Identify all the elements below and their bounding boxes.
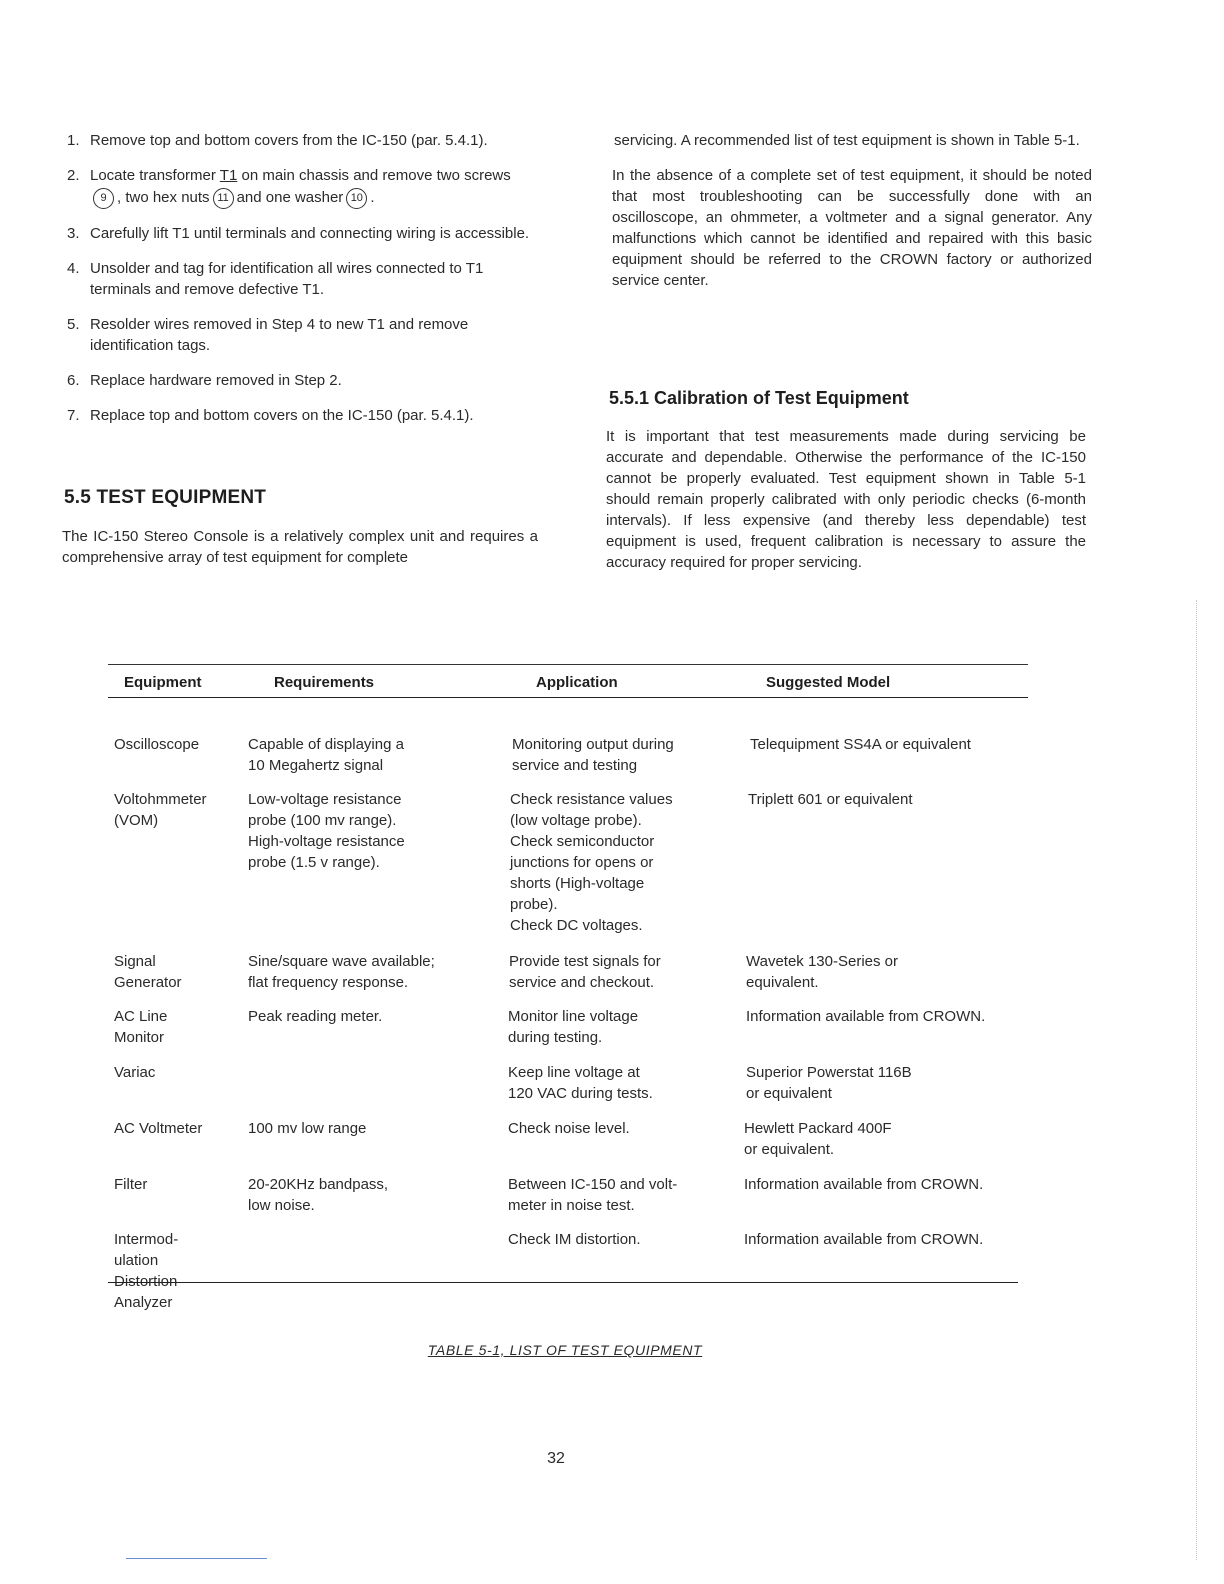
test-equipment-table	[108, 664, 1028, 1311]
step-text: Carefully lift T1 until terminals and connecting wiring is accessible.	[90, 225, 530, 242]
subsection-heading-calibration: 5.5.1 Calibration of Test Equipment	[609, 388, 909, 408]
table-cell: Information available from CROWN.	[744, 1176, 984, 1193]
step-text: and one washer	[236, 189, 344, 206]
table-cell: Check noise level.	[508, 1120, 630, 1137]
step-text: on main chassis and remove two screws	[237, 167, 511, 184]
table-cell: AC Voltmeter	[114, 1120, 203, 1137]
table-bottom-rule	[108, 1282, 1018, 1283]
table-cell: Check resistance values (low voltage probe). Check semiconductor junctions for opens or shorts (High-voltage probe). Check DC voltages.	[510, 791, 673, 934]
table-cell: Variac	[114, 1064, 156, 1081]
table-cell: Between IC-150 and volt- meter in noise test.	[508, 1176, 678, 1214]
table-cell: Superior Powerstat 116B or equivalent	[746, 1064, 912, 1102]
column-header: Requirements	[274, 674, 375, 691]
table-cell: Signal Generator	[114, 953, 182, 991]
nut-callout-icon: 11	[213, 188, 234, 209]
section-intro-paragraph: The IC-150 Stereo Console is a relatively complex unit and requires a comprehensive array of test equipment for complete	[62, 528, 538, 566]
screw-callout-icon: 9	[93, 188, 114, 209]
table-cell: 100 mv low range	[248, 1120, 367, 1137]
step-text: Resolder wires removed in Step 4 to new T1 and remove identification tags.	[90, 316, 469, 354]
washer-callout-icon: 10	[346, 188, 367, 209]
table-cell: 20-20KHz bandpass, low noise.	[248, 1176, 389, 1214]
step-number: 1.	[67, 132, 80, 149]
step-4	[64, 258, 544, 300]
absence-paragraph: In the absence of a complete set of test equipment, it should be noted that most troubleshooting can be successfully done with an oscilloscope, an ohmmeter, a voltmeter and a signal generator. Any malfunctions which cannot be identified and repaired with this basic equipment should be referred to the CROWN factory or authorized service center.	[612, 167, 1092, 289]
step-number: 3.	[67, 225, 80, 242]
step-text: Replace top and bottom covers on the IC-150 (par. 5.4.1).	[90, 407, 474, 424]
table-header	[108, 665, 1028, 698]
column-header: Application	[536, 674, 618, 691]
table-cell: Wavetek 130-Series or equivalent.	[746, 953, 899, 991]
step-number: 5.	[67, 316, 80, 333]
section-heading-test-equipment: 5.5 TEST EQUIPMENT	[64, 487, 267, 508]
servicing-paragraph: servicing. A recommended list of test equipment is shown in Table 5-1.	[614, 132, 1080, 149]
table-cell: Telequipment SS4A or equivalent	[750, 736, 971, 753]
step-number: 2.	[67, 167, 80, 184]
page-number: 32	[547, 1450, 565, 1467]
step-3	[64, 223, 544, 244]
table-cell: Monitoring output during service and testing	[512, 736, 674, 774]
procedure-steps	[64, 130, 544, 426]
table-cell: Low-voltage resistance probe (100 mv range). High-voltage resistance probe (1.5 v range).	[248, 791, 405, 871]
step-2	[64, 165, 544, 209]
table-cell: Voltohmmeter (VOM)	[114, 791, 207, 829]
left-column	[64, 130, 544, 440]
table-cell: Sine/square wave available; flat frequency response.	[248, 953, 435, 991]
table-cell: Keep line voltage at 120 VAC during tests.	[508, 1064, 653, 1102]
table-cell: Intermod- ulation Distortion Analyzer	[114, 1231, 179, 1311]
table-caption-text: TABLE 5-1, LIST OF TEST EQUIPMENT	[427, 1342, 703, 1358]
column-header: Suggested Model	[766, 674, 891, 691]
step-text: T1	[219, 167, 238, 184]
table-cell: Filter	[114, 1176, 148, 1193]
footer-rule	[126, 1558, 267, 1559]
step-text: Locate transformer	[90, 167, 220, 184]
table-cell: Monitor line voltage during testing.	[508, 1008, 639, 1046]
step-text: , two hex nuts	[117, 189, 210, 206]
step-number: 7.	[67, 407, 80, 424]
table-cell: Provide test signals for service and checkout.	[509, 953, 661, 991]
step-number: 6.	[67, 372, 80, 389]
table-cell: Capable of displaying a 10 Megahertz signal	[248, 736, 404, 774]
step-6	[64, 370, 544, 391]
right-column	[606, 130, 1092, 291]
step-text: Unsolder and tag for identification all wires connected to T1 terminals and remove defective T1.	[90, 260, 484, 298]
table-cell: Hewlett Packard 400F or equivalent.	[744, 1120, 892, 1158]
step-text: Replace hardware removed in Step 2.	[90, 372, 342, 389]
scan-margin-line	[1196, 600, 1197, 1560]
step-5	[64, 314, 544, 356]
table-cell: Information available from CROWN.	[746, 1008, 986, 1025]
step-7	[64, 405, 544, 426]
step-text: Remove top and bottom covers from the IC-150 (par. 5.4.1).	[90, 132, 488, 149]
step-text: .	[370, 189, 375, 206]
table-caption	[0, 1342, 1130, 1358]
table-cell: Triplett 601 or equivalent	[748, 791, 913, 808]
column-header: Equipment	[124, 674, 202, 691]
table-cell: AC Line Monitor	[114, 1008, 168, 1046]
calibration-paragraph: It is important that test measurements made during servicing be accurate and dependable. Otherwise the performance of the IC-150 cannot be properly evaluated. Test equipment shown in Table 5-1 should remain properly calibrated with only periodic checks (6-month intervals). If less expensive (and thereby less dependable) test equipment is used, frequent calibration is necessary to assure the accuracy required for proper servicing.	[606, 428, 1086, 571]
table-cell: Oscilloscope	[114, 736, 200, 753]
table-cell: Peak reading meter.	[248, 1008, 383, 1025]
table-cell: Check IM distortion.	[508, 1231, 641, 1248]
step-number: 4.	[67, 260, 80, 277]
step-1	[64, 130, 544, 151]
table-cell: Information available from CROWN.	[744, 1231, 984, 1248]
